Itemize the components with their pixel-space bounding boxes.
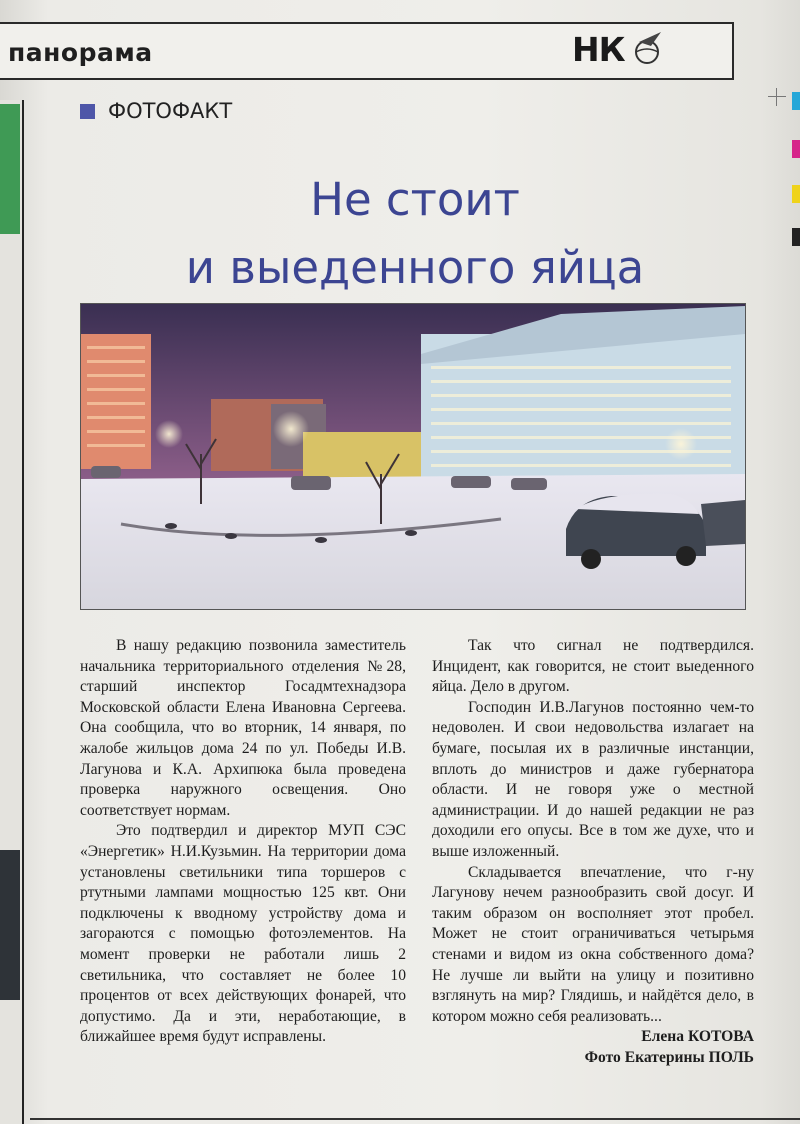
logo-text: НК (572, 30, 625, 69)
paragraph: В нашу редакцию позвонила заместитель начальника территориального отделения №28, старший инспектор Госадмтехнадзора Московской области Елена Ивановна Сергеева. Она сообщила, что во вторник, 14 января, по жалобе жильцов дома 24 по ул. Победы И.В. Лагунова и К.А. Архипюка была проведена проверка наружного освещения. Оно соответствует нормам. (80, 637, 406, 819)
rubric-square-icon (80, 104, 95, 119)
color-mark-magenta (792, 140, 800, 158)
paragraph: Так что сигнал не подтвердился. Инцидент, как говорится, не стоит выеденного яйца. Дело в другом. (432, 637, 754, 696)
photo-credit: Фото Екатерины ПОЛЬ (584, 1048, 754, 1066)
article-column-left (80, 636, 406, 1048)
article-column-right (432, 636, 754, 1068)
title-line-2: и выеденного яйца (185, 241, 645, 294)
author-signature: Елена КОТОВА (641, 1028, 754, 1046)
newspaper-logo (572, 30, 672, 70)
rubric-label: ФОТОФАКТ (108, 99, 233, 123)
color-mark-black (792, 228, 800, 246)
bottom-rule (30, 1118, 800, 1120)
paragraph: Господин И.В.Лагунов постоянно чем-то недоволен. И свои недовольства излагает на бумаге, посылая их в различные инстанции, вплоть до министров и даже губернатора области. И не говоря уже о местной администрации. И до нашей редакции не раз доходили его опусы. Все в том же духе, что и выше изложенный. (432, 698, 754, 860)
quill-globe-icon (627, 30, 667, 70)
adjacent-photo-strip (0, 850, 20, 1000)
paragraph: Складывается впечатление, что г-ну Лагунову нечем разнообразить свой досуг. И таким образом он восполняет этот пробел. Может не стоит ограничиваться четырьмя стенами и видом из окна собственного дома? Не лучше ли выйти на улицу и позитивно взглянуть на мир? Глядишь, и найдётся дело, в котором можно себя реализовать... (432, 863, 754, 1025)
night-yard-photo (81, 304, 745, 609)
title-line-1: Не стоит (310, 173, 520, 226)
registration-mark-icon (768, 88, 786, 106)
article-photo (80, 303, 746, 610)
color-mark-yellow (792, 185, 800, 203)
section-name: панорама (8, 38, 153, 67)
article-title (80, 166, 750, 302)
paragraph: Это подтвердил и директор МУП СЭС «Энергетик» Н.И.Кузьмин. На территории дома установлены светильники типа торшеров с ртутными лампами мощностью 125 квт. Они подключены к вводному устройству дома и загораются с помощью фотоэлементов. На момент проверки не работали лишь 2 светильника, что составляет не более 10 процентов от всех действующих фонарей, что допустимо. Да и эти, неработающие, в ближайшее время будут исправлены. (80, 822, 406, 1046)
color-mark-cyan (792, 92, 800, 110)
adjacent-color-strip (0, 104, 20, 234)
